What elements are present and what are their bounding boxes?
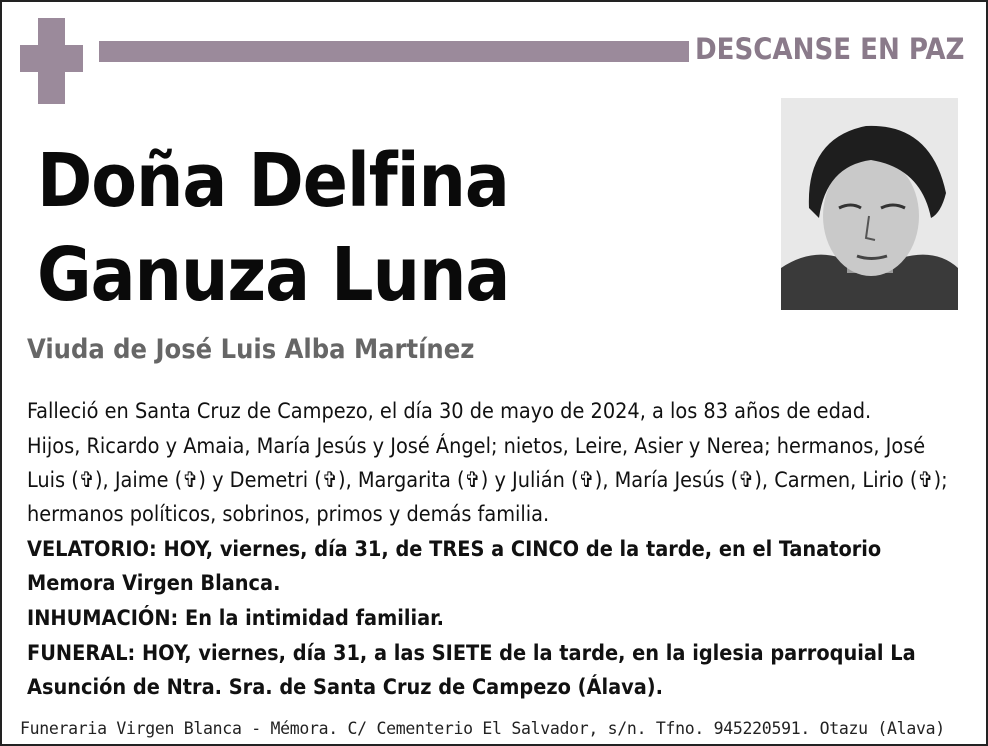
burial-info: INHUMACIÓN: En la intimidad familiar. — [27, 606, 444, 631]
wake-info: VELATORIO: HOY, viernes, día 31, de TRES a CINCO de la tarde, en el Tanatorio Memora Virgen Blanca. — [27, 537, 882, 596]
name-line-1: Doña Delfina — [37, 138, 509, 224]
header-band — [99, 41, 689, 62]
announcement-body — [27, 395, 957, 706]
header-label: DESCANSE EN PAZ — [695, 32, 965, 66]
portrait-photo — [781, 98, 958, 310]
funeral-home-footer: Funeraria Virgen Blanca - Mémora. C/ Cementerio El Salvador, s/n. Tfno. 945220591. Otazu (Alava) — [20, 719, 945, 738]
funeral-info: FUNERAL: HOY, viernes, día 31, a las SIETE de la tarde, en la iglesia parroquial La Asunción de Ntra. Sra. de Santa Cruz de Campezo (Álava). — [27, 641, 916, 700]
name-line-2: Ganuza Luna — [37, 232, 510, 318]
deceased-name — [37, 134, 509, 322]
death-notice: Falleció en Santa Cruz de Campezo, el día 30 de mayo de 2024, a los 83 años de edad. — [27, 399, 872, 424]
family-list: Hijos, Ricardo y Amaia, María Jesús y José Ángel; nietos, Leire, Asier y Nerea; hermanos, José Luis (✞), Jaime (✞) y Demetri (✞), Margarita (✞) y Julián (✞), María Jesús (✞), Carmen, Lirio (✞); hermanos políticos, sobrinos, primos y demás familia. — [27, 434, 948, 527]
relation-line: Viuda de José Luis Alba Martínez — [27, 334, 475, 365]
cross-icon-bar — [20, 45, 83, 72]
